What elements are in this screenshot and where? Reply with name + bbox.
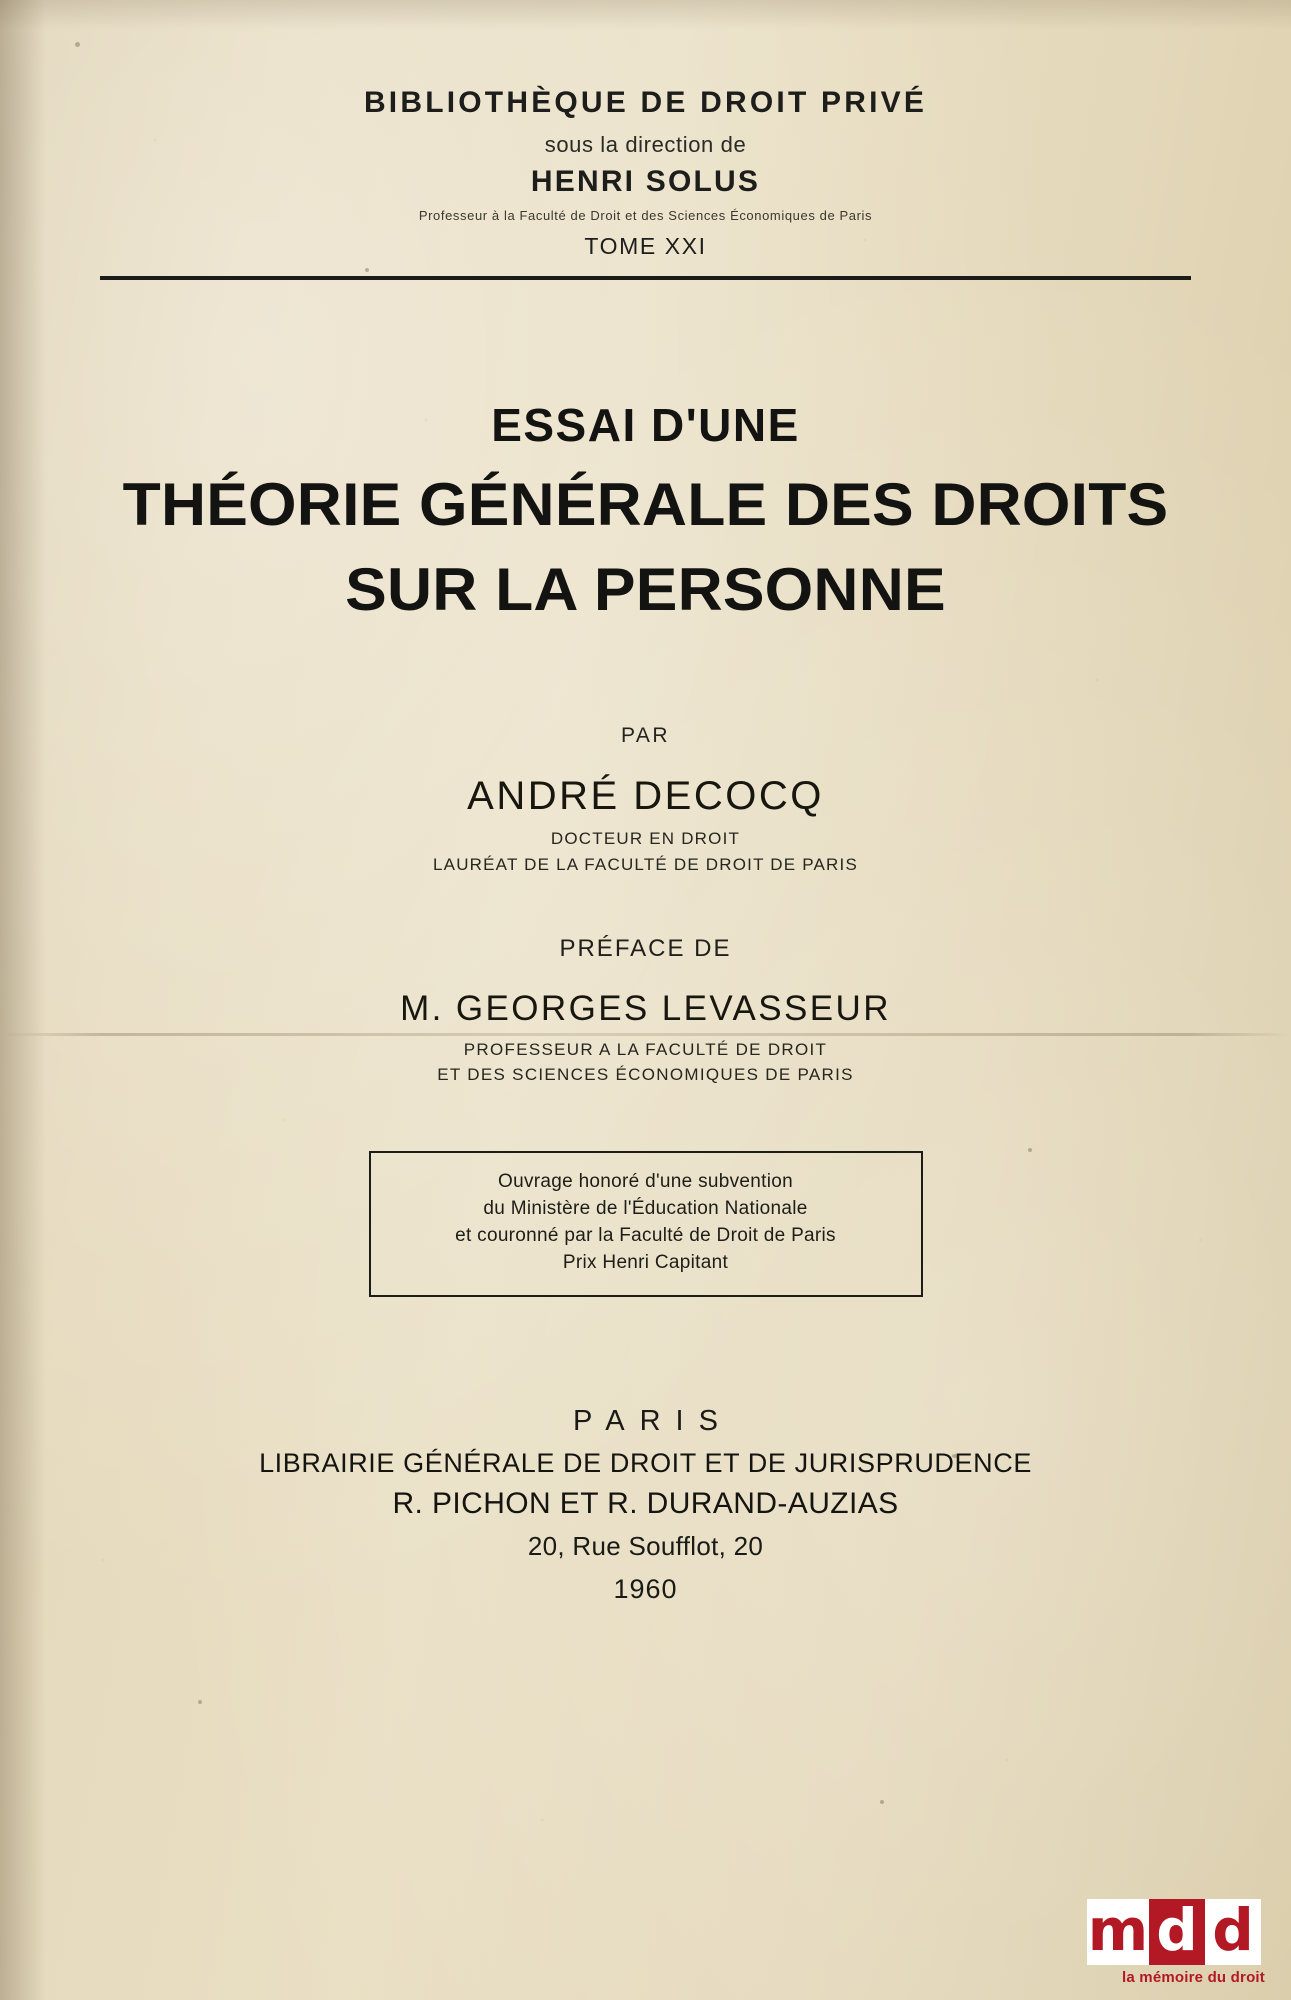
author-laureate: LAURÉAT DE LA FACULTÉ DE DROIT DE PARIS — [433, 855, 858, 874]
mdd-logo-tagline: la mémoire du droit — [1122, 1969, 1265, 1986]
mdd-logo-letter-m: m — [1087, 1896, 1149, 1964]
award-line-2: du Ministère de l'Éducation Nationale — [483, 1197, 808, 1219]
publisher-section — [100, 1405, 1191, 1605]
preface-author-name: M. GEORGES LEVASSEUR — [400, 989, 891, 1028]
series-director-name: HENRI SOLUS — [530, 165, 761, 198]
publication-year: 1960 — [613, 1573, 678, 1604]
preface-author-title-line-1: PROFESSEUR A LA FACULTÉ DE DROIT — [463, 1040, 828, 1059]
series-header — [100, 0, 1191, 280]
award-line-3: et couronné par la Faculté de Droit de Paris — [455, 1224, 836, 1246]
publisher-address: 20, Rue Soufflot, 20 — [527, 1530, 764, 1561]
preface-label: PRÉFACE DE — [559, 935, 732, 962]
series-title: BIBLIOTHÈQUE DE DROIT PRIVÉ — [363, 86, 928, 119]
series-direction-label: sous la direction de — [544, 132, 747, 157]
preface-section — [100, 935, 1191, 1085]
mdd-logo-mark — [1087, 1896, 1265, 1965]
author-name: ANDRÉ DECOCQ — [467, 774, 824, 818]
paper-speck — [1028, 1148, 1032, 1152]
title-line-1: ESSAI D'UNE — [491, 399, 800, 451]
paper-speck — [952, 1454, 958, 1458]
publisher-name-line-1: LIBRAIRIE GÉNÉRALE DE DROIT ET DE JURISPRUDENCE — [259, 1447, 1032, 1478]
award-line-4: Prix Henri Capitant — [562, 1251, 729, 1273]
series-director-title: Professeur à la Faculté de Droit et des Sciences Économiques de Paris — [418, 208, 873, 223]
paper-speck — [365, 268, 369, 272]
award-line-1: Ouvrage honoré d'une subvention — [498, 1171, 793, 1192]
publisher-city: PARIS — [573, 1404, 733, 1437]
series-volume-number: TOME XXI — [584, 233, 707, 259]
header-divider-rule — [100, 276, 1191, 280]
book-title — [100, 398, 1191, 624]
author-section — [100, 724, 1191, 875]
author-degree: DOCTEUR EN DROIT — [550, 829, 741, 848]
paper-speck — [198, 1700, 202, 1704]
author-by-label: PAR — [620, 724, 671, 747]
mdd-logo-letter-d-second: d — [1205, 1899, 1261, 1965]
award-notice-box — [369, 1151, 923, 1297]
title-line-2: THÉORIE GÉNÉRALE DES DROITS — [122, 471, 1169, 538]
publisher-name-line-2: R. PICHON ET R. DURAND-AUZIAS — [392, 1486, 899, 1520]
paper-speck — [75, 42, 80, 47]
title-line-3: SUR LA PERSONNE — [345, 556, 946, 623]
mdd-logo[interactable] — [1087, 1896, 1265, 1986]
paper-speck — [880, 1800, 884, 1804]
preface-author-title-line-2: ET DES SCIENCES ÉCONOMIQUES DE PARIS — [437, 1065, 854, 1084]
mdd-logo-letter-d-first: d — [1149, 1899, 1205, 1965]
